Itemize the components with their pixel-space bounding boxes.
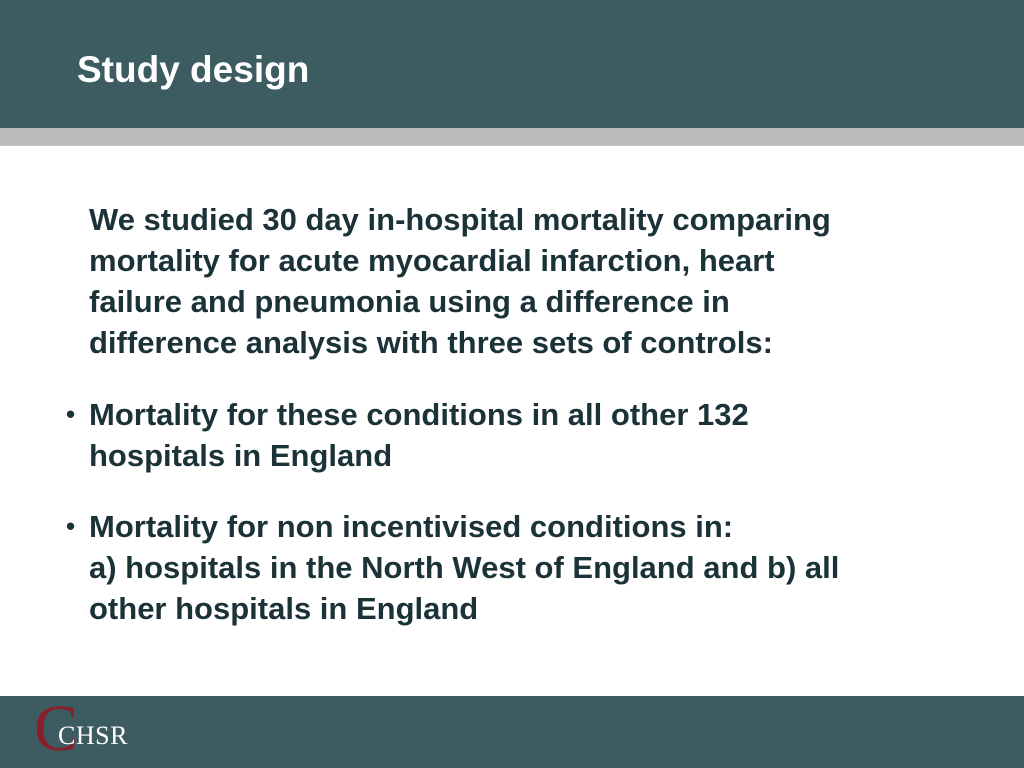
bullet-line: Mortality for these conditions in all other 132	[89, 397, 749, 432]
bullet-line: Mortality for non incentivised conditions in:	[89, 509, 734, 544]
bullet-item	[66, 394, 929, 476]
intro-line: difference analysis with three sets of controls:	[89, 325, 773, 360]
intro-line: failure and pneumonia using a difference in	[89, 284, 730, 319]
slide-title: Study design	[77, 49, 310, 90]
header-divider	[0, 128, 1024, 146]
bullet-line: other hospitals in England	[89, 591, 479, 626]
bullet-marker: •	[66, 399, 76, 429]
chsr-logo	[34, 692, 154, 765]
intro-paragraph	[89, 199, 929, 363]
bullet-item	[66, 506, 929, 629]
footer-bar	[0, 692, 1024, 768]
bullet-line: a) hospitals in the North West of England and b) all	[89, 550, 840, 585]
logo-c-letter: C	[34, 692, 79, 765]
bullet-line: hospitals in England	[89, 438, 393, 473]
intro-line: We studied 30 day in-hospital mortality comparing	[89, 202, 831, 237]
intro-line: mortality for acute myocardial infarction, heart	[89, 243, 775, 278]
bullet-marker: •	[66, 511, 76, 541]
logo-text: CHSR	[58, 721, 128, 750]
